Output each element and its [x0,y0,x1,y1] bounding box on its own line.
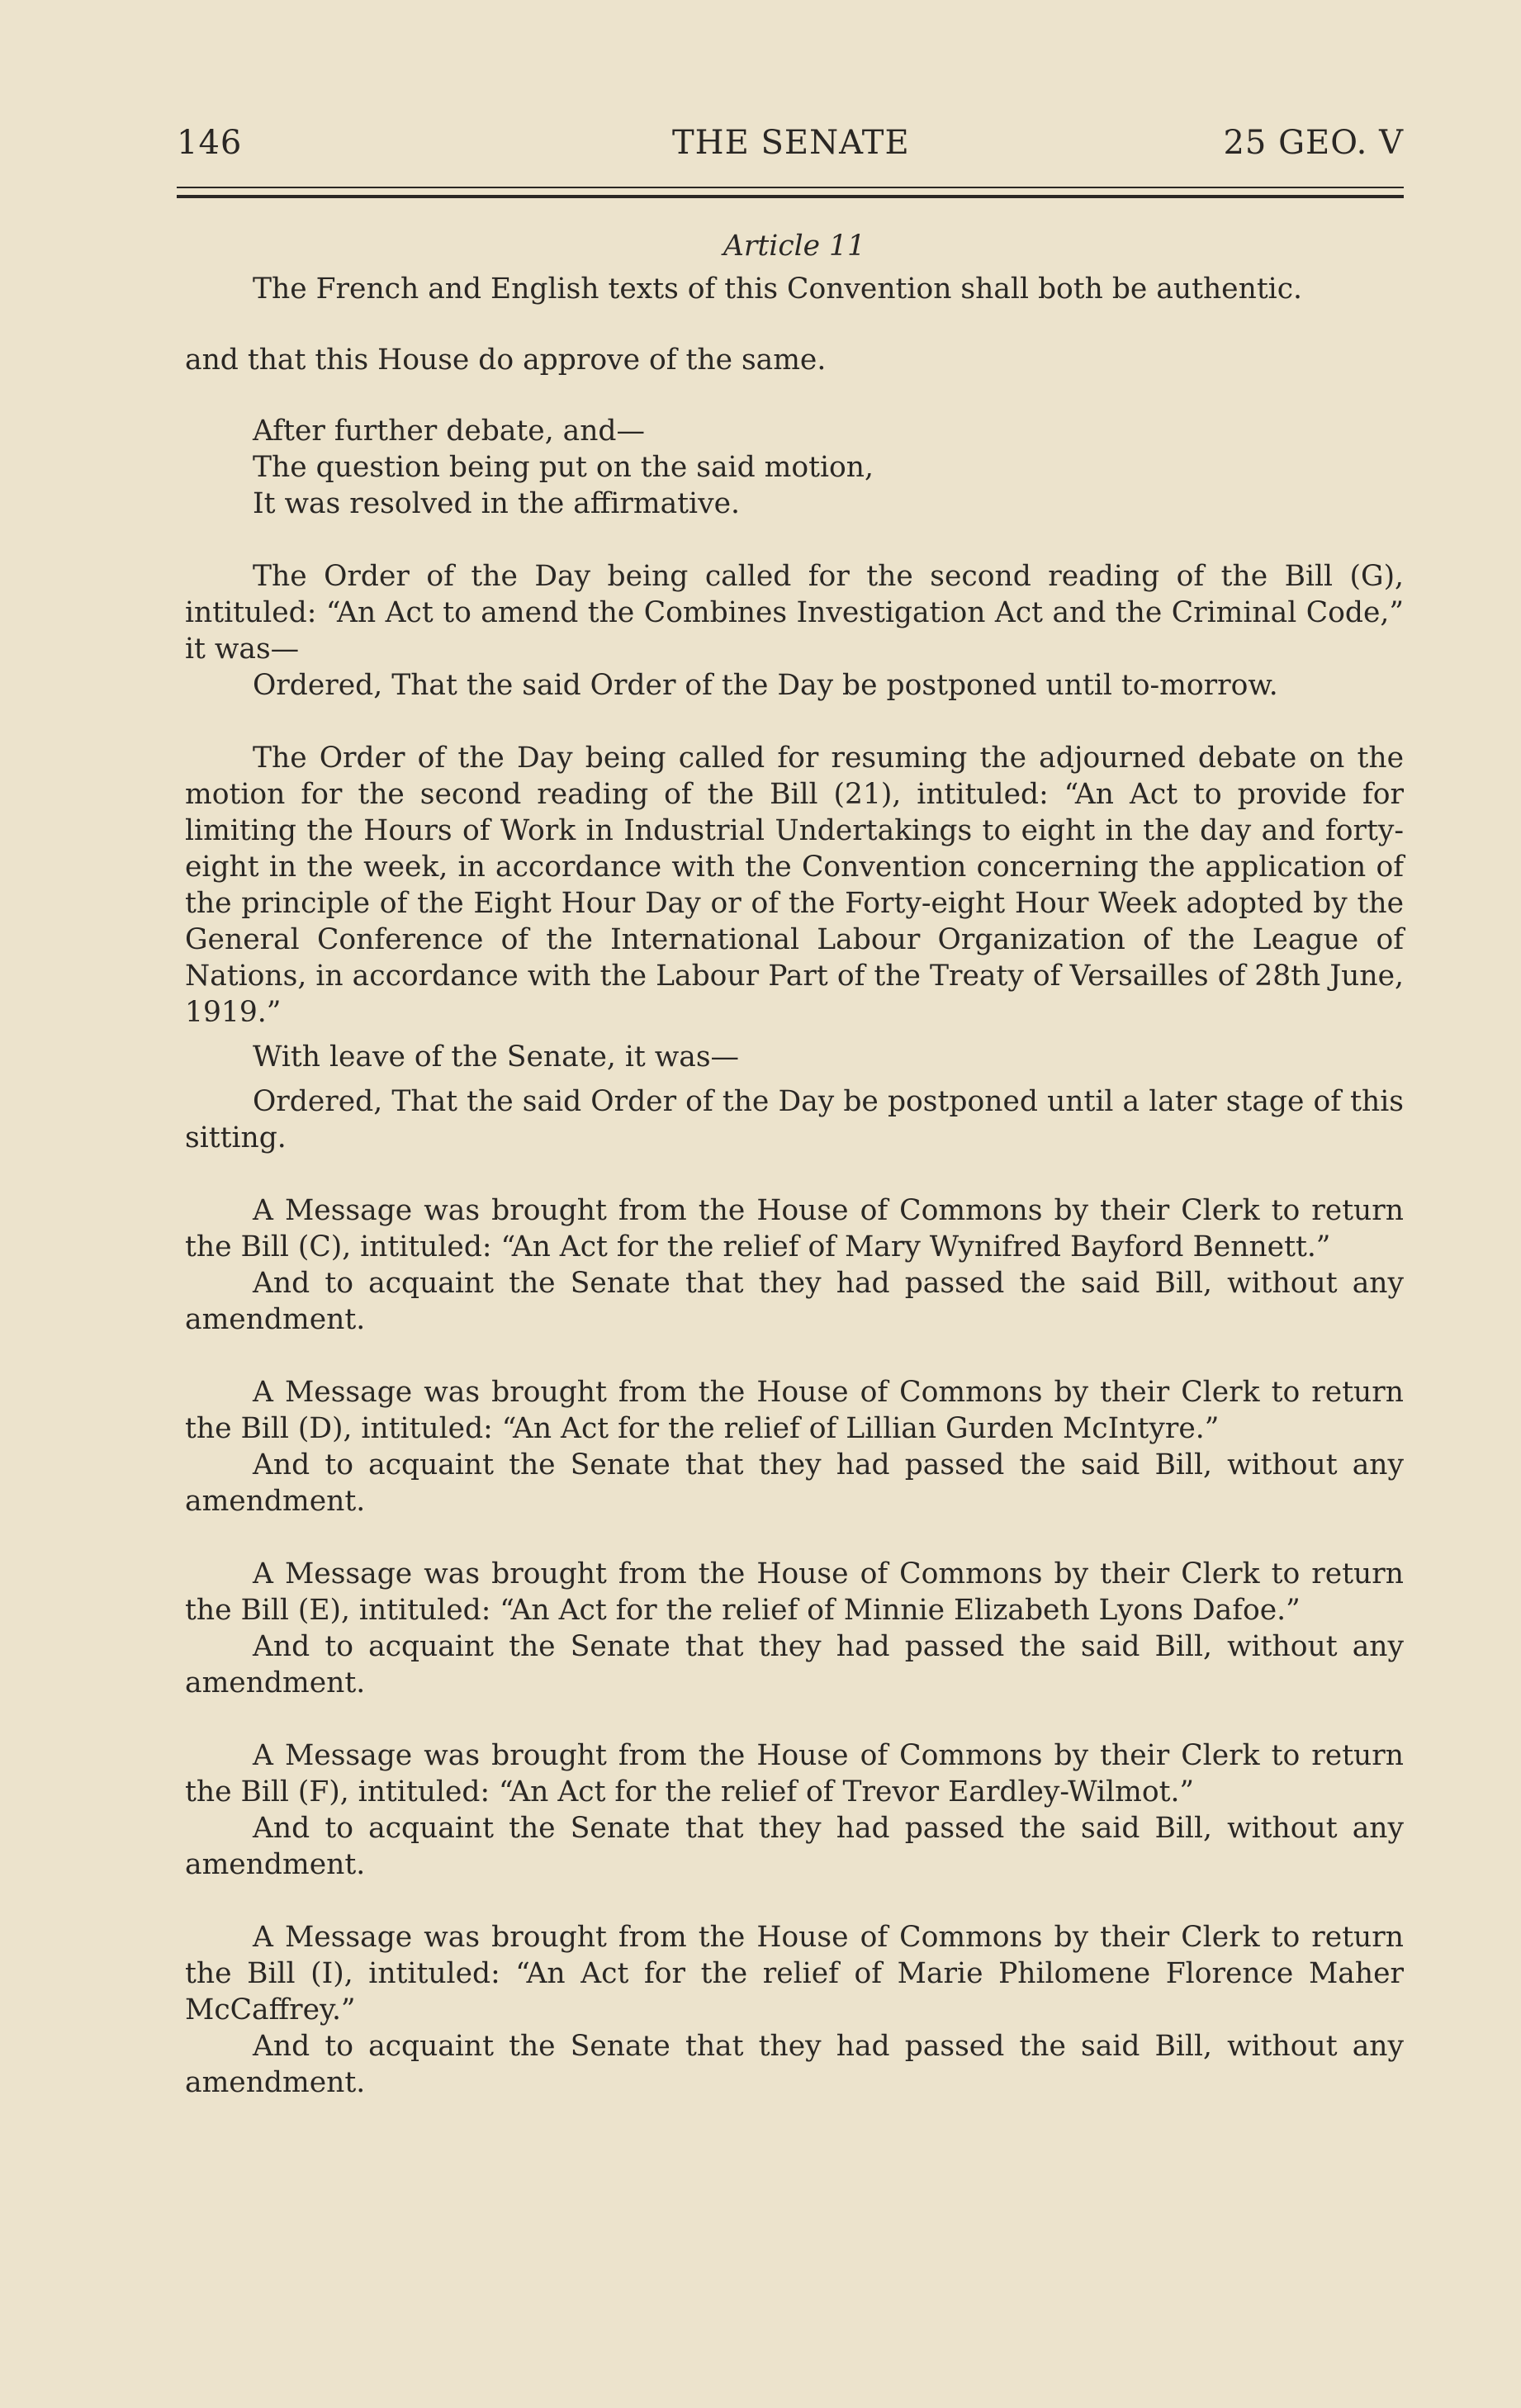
message-paragraph: A Message was brought from the House of Commons by their Clerk to return the Bill (I), intituled: “An Act for the relief of Marie Philomene Florence Maher McCaffrey.” [185,1921,1404,2026]
bill-21-paragraph: The Order of the Day being called for resuming the adjourned debate on the motion for the second reading of the Bill (21), intituled: “An Act to provide for limiting the Hours of Work in Industrial Undertakings to eight in the day and forty-eight in the week, in accordance with the Convention concerning the application of the principle of the Eight Hour Day or of the Forty-eight Hour Week adopted by the General Conference of the International Labour Organization of the League of Nations, in accordance with the Labour Part of the Treaty of Versailles of 28th June, 1919.” [185,742,1404,1029]
debate-line-3: It was resolved in the affirmative. [253,487,740,520]
article-heading: Article 11 [723,230,865,263]
message-paragraph: A Message was brought from the House of Commons by their Clerk to return the Bill (E), intituled: “An Act for the relief of Minnie Elizabeth Lyons Dafoe.” [185,1557,1404,1627]
header-title: THE SENATE [672,124,910,162]
debate-line-2: The question being put on the said motion, [253,451,874,484]
message-acknowledgement: And to acquaint the Senate that they had passed the said Bill, without any amendment. [185,2030,1404,2099]
header-session: 25 GEO. V [1223,124,1404,162]
article-text: The French and English texts of this Convention shall both be authentic. [253,273,1303,306]
running-header [177,124,1404,170]
bill-g-order: Ordered, That the said Order of the Day be postponed until to-morrow. [253,669,1278,702]
message-acknowledgement: And to acquaint the Senate that they had passed the said Bill, without any amendment. [185,1448,1404,1518]
message-acknowledgement: And to acquaint the Senate that they had passed the said Bill, without any amendment. [185,1630,1404,1699]
approval-paragraph: and that this House do approve of the same. [185,344,827,377]
header-rule-thick [177,195,1404,198]
message-paragraph: A Message was brought from the House of Commons by their Clerk to return the Bill (C), intituled: “An Act for the relief of Mary Wynifred Bayford Bennett.” [185,1194,1404,1263]
page-body [185,228,1404,2101]
debate-line-1: After further debate, and— [253,415,645,448]
message-paragraph: A Message was brought from the House of Commons by their Clerk to return the Bill (D), intituled: “An Act for the relief of Lillian Gurden McIntyre.” [185,1376,1404,1445]
bill-21-order: Ordered, That the said Order of the Day be postponed until a later stage of this sitting. [185,1085,1404,1154]
header-rule-thin [177,187,1404,188]
bill-21-leave: With leave of the Senate, it was— [253,1040,740,1074]
page-number: 146 [177,124,243,162]
message-paragraph: A Message was brought from the House of Commons by their Clerk to return the Bill (F), intituled: “An Act for the relief of Trevor Eardley-Wilmot.” [185,1739,1404,1808]
message-acknowledgement: And to acquaint the Senate that they had passed the said Bill, without any amendment. [185,1812,1404,1881]
message-acknowledgement: And to acquaint the Senate that they had passed the said Bill, without any amendment. [185,1267,1404,1336]
bill-g-paragraph: The Order of the Day being called for the second reading of the Bill (G), intituled: “An Act to amend the Combines Investigation Act and the Criminal Code,” it was— [185,560,1404,666]
